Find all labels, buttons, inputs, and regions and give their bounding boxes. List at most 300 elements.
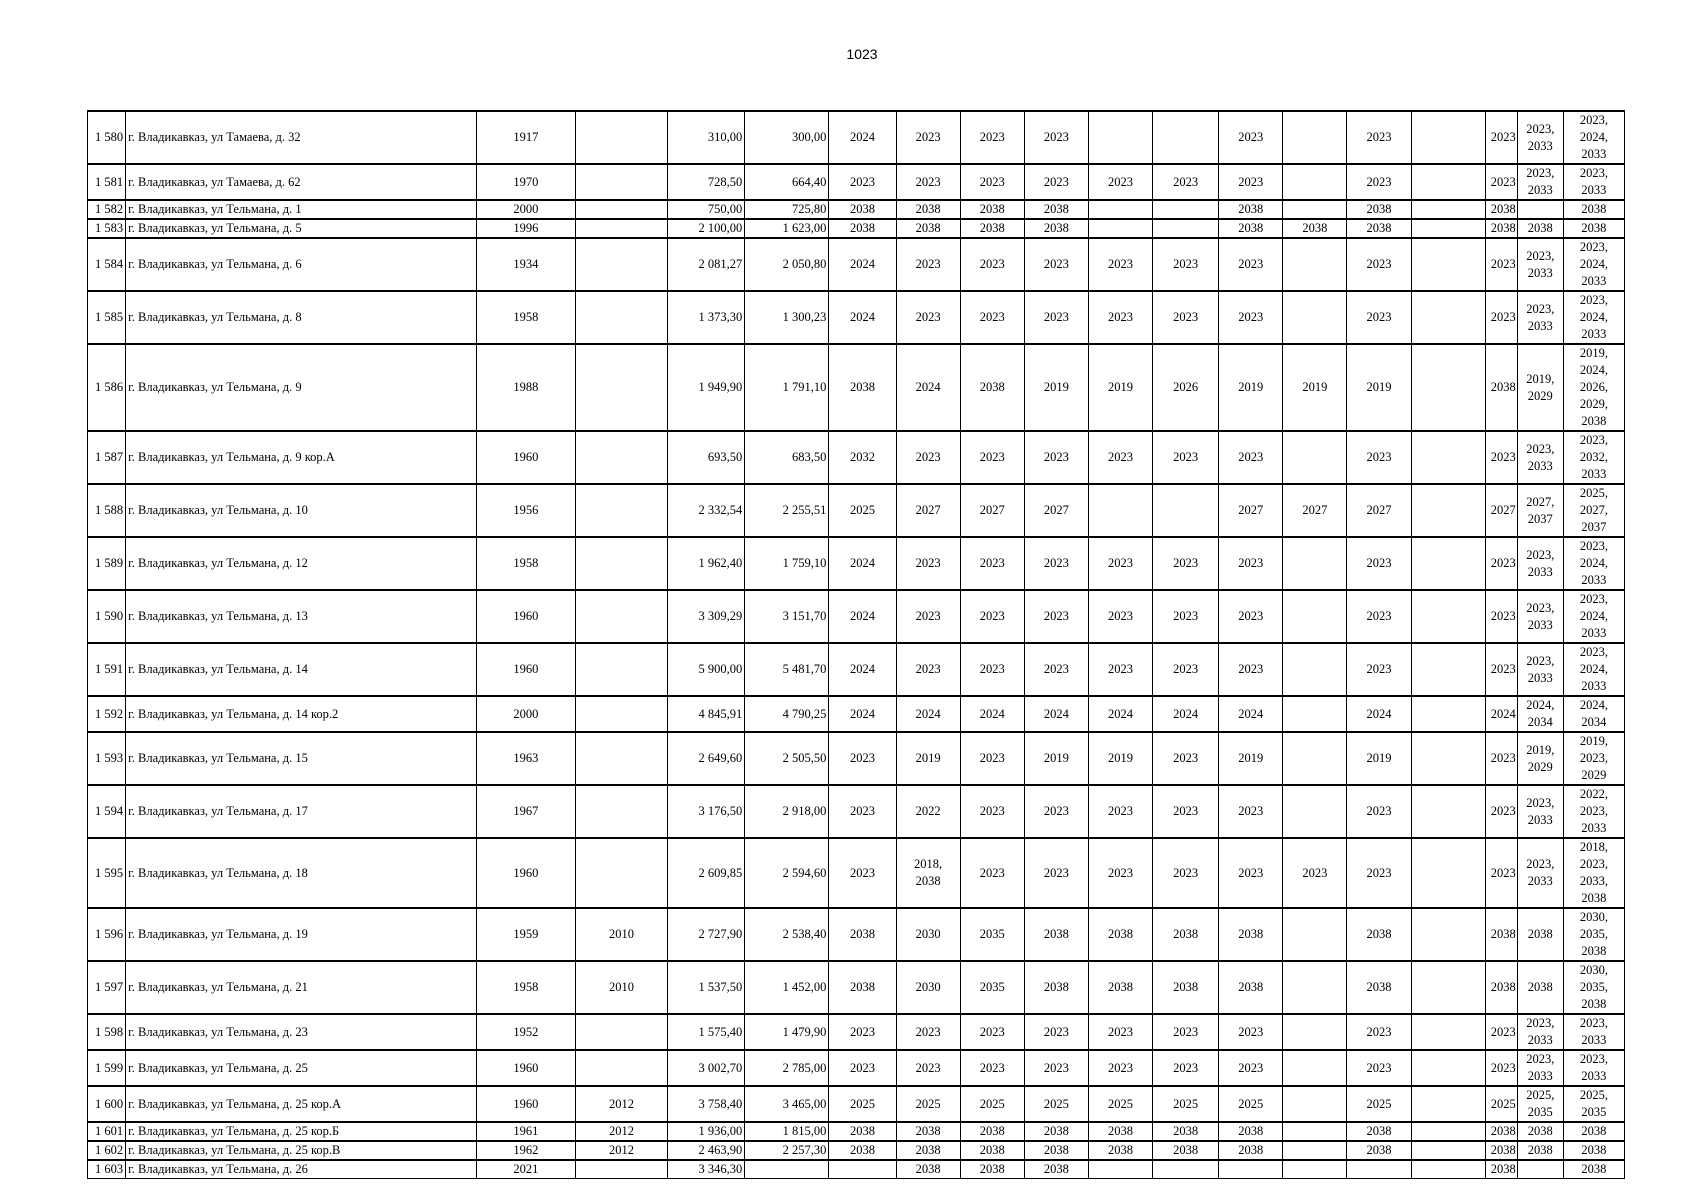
table-cell: 2023 — [1219, 1050, 1283, 1086]
table-cell: 2023 — [1024, 431, 1088, 484]
table-cell: 2 785,00 — [745, 1050, 829, 1086]
table-cell — [1411, 696, 1485, 732]
table-cell — [1347, 1160, 1411, 1179]
table-row — [88, 238, 1625, 291]
table-cell: 2024 — [829, 111, 896, 164]
table-cell: 2023 — [1219, 838, 1283, 908]
table-cell: 2023 — [1485, 838, 1517, 908]
table-row — [88, 696, 1625, 732]
table-cell: 2038 — [1563, 1141, 1624, 1160]
table-cell: 2023 — [1485, 590, 1517, 643]
table-cell: 2023 — [1153, 164, 1219, 200]
table-cell: 1 300,23 — [745, 291, 829, 344]
table-cell: 2038 — [1219, 219, 1283, 238]
table-cell — [575, 643, 667, 696]
table-cell: 2038 — [829, 219, 896, 238]
table-cell — [1283, 537, 1347, 590]
table-cell: 1958 — [476, 291, 575, 344]
table-cell: 2023 — [1024, 1050, 1088, 1086]
table-cell: 2 081,27 — [668, 238, 745, 291]
table-cell: 2038 — [1563, 200, 1624, 219]
table-cell — [1411, 200, 1485, 219]
table-cell: 2038 — [1485, 200, 1517, 219]
table-cell: 1 452,00 — [745, 961, 829, 1014]
table-cell: 2025 — [1088, 1086, 1152, 1122]
table-cell: 2023 — [1485, 238, 1517, 291]
table-cell: 2038 — [1485, 1160, 1517, 1179]
table-cell: 2024 — [1153, 696, 1219, 732]
table-row — [88, 1086, 1625, 1122]
table-cell: 2027 — [1024, 484, 1088, 537]
table-cell: 2023 — [1153, 838, 1219, 908]
table-cell: 2023, 2032, 2033 — [1563, 431, 1624, 484]
table-cell: 2023 — [1024, 590, 1088, 643]
table-cell: 2023 — [829, 732, 896, 785]
table-cell: 2023 — [960, 431, 1024, 484]
table-cell: 2023 — [1485, 732, 1517, 785]
table-cell: 2038 — [1153, 1141, 1219, 1160]
table-cell: 2023, 2033 — [1563, 1050, 1624, 1086]
table-cell: 2023 — [1219, 111, 1283, 164]
table-cell: 2021 — [476, 1160, 575, 1179]
table-cell: 2024, 2034 — [1563, 696, 1624, 732]
table-cell: 2023, 2033 — [1563, 1014, 1624, 1050]
table-cell: 2022 — [896, 785, 960, 838]
table-cell — [575, 219, 667, 238]
table-cell — [1283, 291, 1347, 344]
table-cell: 2023 — [1219, 590, 1283, 643]
table-cell: 2023 — [1347, 1050, 1411, 1086]
table-cell: 2023 — [896, 643, 960, 696]
table-cell: 2023 — [960, 238, 1024, 291]
row-number: 1 594 — [88, 785, 126, 838]
table-cell: 2019 — [1347, 732, 1411, 785]
table-cell: 2023 — [960, 838, 1024, 908]
table-cell: 2027 — [1219, 484, 1283, 537]
table-cell: 2023 — [829, 164, 896, 200]
table-cell: 1960 — [476, 431, 575, 484]
table-cell: 1 479,90 — [745, 1014, 829, 1050]
table-cell — [1411, 344, 1485, 431]
table-cell: 2019, 2023, 2029 — [1563, 732, 1624, 785]
table-cell: 2023 — [1024, 164, 1088, 200]
table-cell: 2023 — [1347, 590, 1411, 643]
table-cell: 2027 — [896, 484, 960, 537]
address-cell: г. Владикавказ, ул Тельмана, д. 25 — [126, 1050, 477, 1086]
row-number: 1 603 — [88, 1160, 126, 1179]
table-cell — [1283, 961, 1347, 1014]
table-cell: 2018, 2023, 2033, 2038 — [1563, 838, 1624, 908]
table-row — [88, 1014, 1625, 1050]
table-cell — [1411, 1160, 1485, 1179]
table-cell: 2023 — [960, 732, 1024, 785]
table-cell: 2023 — [896, 111, 960, 164]
table-cell — [1411, 838, 1485, 908]
table-cell: 2019 — [896, 732, 960, 785]
row-number: 1 581 — [88, 164, 126, 200]
table-cell — [575, 838, 667, 908]
table-cell — [1411, 1050, 1485, 1086]
address-cell: г. Владикавказ, ул Тельмана, д. 5 — [126, 219, 477, 238]
table-cell: 2038 — [1219, 961, 1283, 1014]
table-cell — [575, 1014, 667, 1050]
table-cell — [1411, 291, 1485, 344]
table-cell — [575, 344, 667, 431]
table-cell: 1952 — [476, 1014, 575, 1050]
address-cell: г. Владикавказ, ул Тельмана, д. 18 — [126, 838, 477, 908]
table-row — [88, 643, 1625, 696]
table-cell: 1960 — [476, 643, 575, 696]
table-cell: 2024 — [1088, 696, 1152, 732]
table-cell: 2038 — [1485, 961, 1517, 1014]
table-cell: 2023, 2033 — [1517, 537, 1563, 590]
table-cell: 2038 — [960, 1160, 1024, 1179]
table-cell — [1283, 200, 1347, 219]
address-cell: г. Владикавказ, ул Тельмана, д. 6 — [126, 238, 477, 291]
table-cell: 2023 — [1088, 537, 1152, 590]
table-cell: 2023 — [1485, 111, 1517, 164]
table-cell: 2023 — [1024, 537, 1088, 590]
table-cell: 2038 — [896, 1141, 960, 1160]
table-cell: 2012 — [575, 1141, 667, 1160]
table-cell: 2038 — [1219, 200, 1283, 219]
table-cell: 2023, 2033 — [1517, 238, 1563, 291]
address-cell: г. Владикавказ, ул Тельмана, д. 13 — [126, 590, 477, 643]
table-row — [88, 908, 1625, 961]
table-cell: 2023 — [829, 838, 896, 908]
table-cell: 2023, 2024, 2033 — [1563, 111, 1624, 164]
table-cell: 664,40 — [745, 164, 829, 200]
table-cell: 2023, 2033 — [1517, 291, 1563, 344]
table-cell: 2023 — [1088, 291, 1152, 344]
table-cell: 2027 — [1347, 484, 1411, 537]
address-cell: г. Владикавказ, ул Тельмана, д. 8 — [126, 291, 477, 344]
table-cell: 2023, 2024, 2033 — [1563, 291, 1624, 344]
table-cell — [1283, 1141, 1347, 1160]
row-number: 1 595 — [88, 838, 126, 908]
address-cell: г. Владикавказ, ул Тамаева, д. 32 — [126, 111, 477, 164]
table-cell: 2038 — [1517, 1122, 1563, 1141]
table-cell: 5 900,00 — [668, 643, 745, 696]
table-cell — [575, 484, 667, 537]
table-cell — [1283, 732, 1347, 785]
row-number: 1 591 — [88, 643, 126, 696]
address-cell: г. Владикавказ, ул Тельмана, д. 9 — [126, 344, 477, 431]
table-row — [88, 785, 1625, 838]
table-cell: 1988 — [476, 344, 575, 431]
table-cell: 3 309,29 — [668, 590, 745, 643]
table-cell: 2038 — [1517, 961, 1563, 1014]
table-row — [88, 431, 1625, 484]
table-cell: 2023, 2024, 2033 — [1563, 238, 1624, 291]
table-cell: 2024 — [829, 291, 896, 344]
table-cell — [1283, 590, 1347, 643]
table-cell: 1 537,50 — [668, 961, 745, 1014]
table-cell: 2023 — [1485, 431, 1517, 484]
table-cell: 2023 — [1219, 537, 1283, 590]
table-cell: 2019 — [1347, 344, 1411, 431]
table-cell: 2023 — [896, 590, 960, 643]
table-cell — [1153, 484, 1219, 537]
table-cell: 2023, 2033 — [1517, 643, 1563, 696]
table-cell: 2023 — [1024, 785, 1088, 838]
table-cell: 1960 — [476, 838, 575, 908]
table-cell: 2023, 2033 — [1517, 164, 1563, 200]
address-cell: г. Владикавказ, ул Тельмана, д. 25 кор.В — [126, 1141, 477, 1160]
table-cell — [1283, 1050, 1347, 1086]
table-cell: 2038 — [1347, 1122, 1411, 1141]
table-cell: 2023 — [896, 1050, 960, 1086]
table-cell: 2 463,90 — [668, 1141, 745, 1160]
table-cell — [1283, 1014, 1347, 1050]
table-cell: 1 575,40 — [668, 1014, 745, 1050]
table-cell: 2038 — [1088, 961, 1152, 1014]
table-cell: 2023 — [1485, 785, 1517, 838]
table-cell: 2038 — [960, 1141, 1024, 1160]
row-number: 1 580 — [88, 111, 126, 164]
table-cell: 725,80 — [745, 200, 829, 219]
table-cell: 2038 — [1219, 1141, 1283, 1160]
housing-registry-table — [87, 110, 1625, 1179]
table-cell: 1958 — [476, 537, 575, 590]
address-cell: г. Владикавказ, ул Тельмана, д. 12 — [126, 537, 477, 590]
address-cell: г. Владикавказ, ул Тельмана, д. 15 — [126, 732, 477, 785]
table-cell: 2038 — [829, 908, 896, 961]
table-cell: 2038 — [1088, 1122, 1152, 1141]
table-cell: 2023 — [1347, 537, 1411, 590]
table-cell — [575, 590, 667, 643]
table-cell: 2027 — [1485, 484, 1517, 537]
table-cell: 2019 — [1283, 344, 1347, 431]
table-cell: 2024 — [1485, 696, 1517, 732]
row-number: 1 589 — [88, 537, 126, 590]
table-cell: 1 623,00 — [745, 219, 829, 238]
table-cell: 2038 — [1024, 219, 1088, 238]
table-cell: 2019, 2029 — [1517, 344, 1563, 431]
table-cell: 2023 — [1219, 431, 1283, 484]
table-cell — [1411, 908, 1485, 961]
table-cell: 2023 — [896, 238, 960, 291]
table-cell: 4 845,91 — [668, 696, 745, 732]
table-cell: 2025 — [1024, 1086, 1088, 1122]
table-cell — [1153, 1160, 1219, 1179]
table-cell: 2023, 2024, 2033 — [1563, 590, 1624, 643]
table-cell: 2023 — [1283, 838, 1347, 908]
table-cell: 2 609,85 — [668, 838, 745, 908]
table-cell: 2 505,50 — [745, 732, 829, 785]
table-cell: 2023 — [1485, 164, 1517, 200]
table-cell: 1960 — [476, 590, 575, 643]
table-cell: 2010 — [575, 908, 667, 961]
address-cell: г. Владикавказ, ул Тельмана, д. 23 — [126, 1014, 477, 1050]
table-cell: 2024 — [1219, 696, 1283, 732]
table-cell: 2038 — [829, 200, 896, 219]
table-cell: 2038 — [1347, 200, 1411, 219]
table-cell: 2038 — [1153, 908, 1219, 961]
table-cell: 2027 — [1283, 484, 1347, 537]
table-cell: 2038 — [1088, 1141, 1152, 1160]
table-row — [88, 590, 1625, 643]
table-cell — [1411, 785, 1485, 838]
table-cell: 2023 — [1088, 164, 1152, 200]
table-cell: 2024 — [829, 696, 896, 732]
table-cell: 310,00 — [668, 111, 745, 164]
table-cell — [1219, 1160, 1283, 1179]
table-cell — [1088, 111, 1152, 164]
table-cell — [575, 238, 667, 291]
table-cell: 2038 — [896, 219, 960, 238]
table-cell: 2025 — [1347, 1086, 1411, 1122]
table-cell — [1411, 1141, 1485, 1160]
table-cell: 2023 — [1153, 590, 1219, 643]
table-cell: 2023 — [1153, 785, 1219, 838]
table-cell: 300,00 — [745, 111, 829, 164]
table-cell: 2038 — [1563, 1160, 1624, 1179]
table-cell: 2023 — [1088, 238, 1152, 291]
row-number: 1 602 — [88, 1141, 126, 1160]
address-cell: г. Владикавказ, ул Тельмана, д. 26 — [126, 1160, 477, 1179]
table-row — [88, 1050, 1625, 1086]
table-cell: 2023 — [1153, 291, 1219, 344]
table-cell: 2023, 2033 — [1563, 164, 1624, 200]
table-cell: 2023 — [1088, 431, 1152, 484]
table-cell: 2023 — [960, 164, 1024, 200]
row-number: 1 601 — [88, 1122, 126, 1141]
table-cell: 2010 — [575, 961, 667, 1014]
table-cell: 2038 — [960, 200, 1024, 219]
table-cell: 2019, 2024, 2026, 2029, 2038 — [1563, 344, 1624, 431]
table-cell: 2023 — [1485, 1050, 1517, 1086]
table-cell: 2027 — [960, 484, 1024, 537]
table-cell: 2023 — [1347, 291, 1411, 344]
table-cell: 2019 — [1219, 344, 1283, 431]
table-cell — [1088, 219, 1152, 238]
table-cell: 2025 — [960, 1086, 1024, 1122]
table-cell: 1996 — [476, 219, 575, 238]
table-cell: 1962 — [476, 1141, 575, 1160]
table-cell: 728,50 — [668, 164, 745, 200]
table-cell: 3 758,40 — [668, 1086, 745, 1122]
table-cell: 2038 — [1088, 908, 1152, 961]
table-cell: 2038 — [960, 344, 1024, 431]
table-cell: 2023 — [1219, 643, 1283, 696]
row-number: 1 593 — [88, 732, 126, 785]
table-cell: 2023 — [1153, 1014, 1219, 1050]
table-cell: 2023, 2033 — [1517, 590, 1563, 643]
table-cell — [1411, 1122, 1485, 1141]
table-cell: 2038 — [1024, 1141, 1088, 1160]
table-row — [88, 200, 1625, 219]
table-cell: 2019 — [1088, 732, 1152, 785]
address-cell: г. Владикавказ, ул Тельмана, д. 9 кор.А — [126, 431, 477, 484]
address-cell: г. Владикавказ, ул Тельмана, д. 19 — [126, 908, 477, 961]
table-cell: 2023 — [896, 537, 960, 590]
table-cell — [1411, 111, 1485, 164]
table-cell: 2019 — [1024, 344, 1088, 431]
table-cell: 2038 — [1347, 908, 1411, 961]
table-cell: 2023 — [1219, 291, 1283, 344]
table-cell — [1283, 908, 1347, 961]
table-cell: 2023 — [1088, 590, 1152, 643]
table-cell: 2038 — [1485, 344, 1517, 431]
table-cell: 2023, 2033 — [1517, 111, 1563, 164]
table-cell: 2038 — [829, 344, 896, 431]
table-cell: 2 918,00 — [745, 785, 829, 838]
table-cell: 2038 — [1563, 1122, 1624, 1141]
table-row — [88, 111, 1625, 164]
table-cell — [575, 1160, 667, 1179]
table-cell: 2038 — [829, 1141, 896, 1160]
table-cell: 2023 — [1485, 643, 1517, 696]
table-cell: 1 791,10 — [745, 344, 829, 431]
table-cell — [1411, 1086, 1485, 1122]
table-cell: 2 332,54 — [668, 484, 745, 537]
table-row — [88, 1122, 1625, 1141]
table-cell: 2023 — [960, 1050, 1024, 1086]
table-cell: 2024, 2034 — [1517, 696, 1563, 732]
table-cell: 2038 — [1219, 1122, 1283, 1141]
table-cell: 1 759,10 — [745, 537, 829, 590]
table-cell — [1411, 537, 1485, 590]
table-cell: 3 176,50 — [668, 785, 745, 838]
table-cell — [1283, 238, 1347, 291]
table-cell: 2023 — [960, 785, 1024, 838]
table-row — [88, 838, 1625, 908]
table-cell: 2023 — [960, 1014, 1024, 1050]
table-cell: 2038 — [1347, 219, 1411, 238]
table-cell: 2023 — [960, 111, 1024, 164]
table-cell — [575, 111, 667, 164]
table-cell — [1088, 484, 1152, 537]
table-cell: 2035 — [960, 908, 1024, 961]
table-cell: 2 050,80 — [745, 238, 829, 291]
table-cell: 2023, 2033 — [1517, 431, 1563, 484]
table-cell — [1411, 961, 1485, 1014]
table-cell: 2023 — [1153, 1050, 1219, 1086]
table-cell — [1411, 484, 1485, 537]
table-cell: 2025 — [829, 484, 896, 537]
table-cell: 2024 — [960, 696, 1024, 732]
row-number: 1 592 — [88, 696, 126, 732]
table-cell: 2038 — [896, 200, 960, 219]
table-cell: 2038 — [896, 1160, 960, 1179]
table-cell — [1153, 219, 1219, 238]
table-cell: 2038 — [1517, 219, 1563, 238]
table-cell: 2023, 2033 — [1517, 1014, 1563, 1050]
table-cell: 4 790,25 — [745, 696, 829, 732]
table-cell: 3 465,00 — [745, 1086, 829, 1122]
table-cell: 2038 — [1283, 219, 1347, 238]
table-cell: 2023 — [1219, 164, 1283, 200]
table-cell: 2019 — [1219, 732, 1283, 785]
table-cell — [829, 1160, 896, 1179]
table-cell — [575, 696, 667, 732]
table-cell — [1283, 1160, 1347, 1179]
table-cell: 2038 — [1347, 961, 1411, 1014]
table-cell — [1517, 1160, 1563, 1179]
row-number: 1 585 — [88, 291, 126, 344]
table-cell: 2023 — [1153, 643, 1219, 696]
table-row — [88, 961, 1625, 1014]
table-cell: 2023 — [960, 643, 1024, 696]
table-cell: 2038 — [1517, 908, 1563, 961]
table-cell: 2023 — [1024, 111, 1088, 164]
table-cell: 3 002,70 — [668, 1050, 745, 1086]
table-cell: 2023 — [1024, 1014, 1088, 1050]
table-cell: 2025, 2035 — [1517, 1086, 1563, 1122]
table-cell: 2023, 2033 — [1517, 785, 1563, 838]
table-cell: 2 649,60 — [668, 732, 745, 785]
